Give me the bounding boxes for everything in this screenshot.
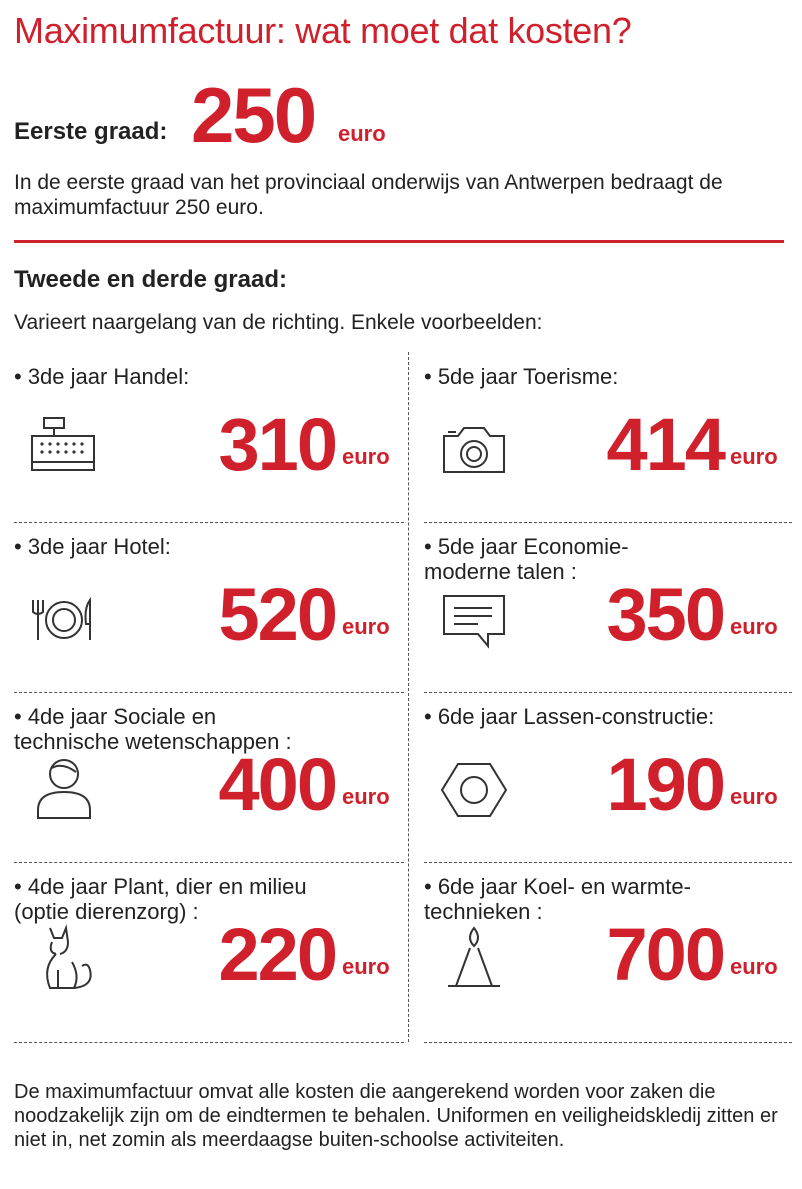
program-unit: euro <box>342 614 390 639</box>
program-amount: 414 <box>606 403 724 486</box>
program-unit: euro <box>342 444 390 469</box>
cash-register-icon <box>28 412 100 484</box>
program-amount: 700 <box>606 913 724 996</box>
second-degree-title: Tweede en derde graad: <box>14 266 287 293</box>
program-label: • 5de jaar Toerisme: <box>424 364 619 389</box>
first-degree-description: In de eerste graad van het provinciaal onderwijs van Antwerpen bedraagt de maximumfactuur 250 euro. <box>14 171 723 219</box>
program-card <box>14 862 404 1043</box>
program-label: • 3de jaar Handel: <box>14 364 190 389</box>
speech-bubble-icon <box>438 582 510 654</box>
program-amount: 400 <box>218 743 336 826</box>
program-card <box>14 352 404 523</box>
program-label: • 4de jaar Sociale en technische wetenschappen : <box>14 704 292 754</box>
first-degree-row <box>14 71 794 159</box>
program-amount: 350 <box>606 573 724 656</box>
program-label: • 4de jaar Plant, dier en milieu (optie dierenzorg) : <box>14 874 307 924</box>
program-unit: euro <box>730 614 778 639</box>
program-amount: 310 <box>218 403 336 486</box>
program-unit: euro <box>730 444 778 469</box>
burner-flame-icon <box>438 922 510 994</box>
program-label: • 3de jaar Hotel: <box>14 534 171 559</box>
first-degree-amount: 250 <box>191 71 316 159</box>
program-card <box>14 692 404 863</box>
program-unit: euro <box>730 784 778 809</box>
person-icon <box>28 752 100 824</box>
program-amount: 220 <box>218 913 336 996</box>
hex-nut-icon <box>438 752 510 824</box>
program-card <box>14 522 404 693</box>
program-amount: 520 <box>218 573 336 656</box>
program-unit: euro <box>730 954 778 979</box>
program-unit: euro <box>342 784 390 809</box>
second-degree-subtitle: Varieert naargelang van de richting. Enkele voorbeelden: <box>14 311 543 334</box>
program-card <box>424 352 792 523</box>
plate-cutlery-icon <box>28 582 100 654</box>
program-label: • 6de jaar Lassen-constructie: <box>424 704 715 729</box>
camera-icon <box>438 412 510 484</box>
program-label: • 6de jaar Koel- en warmte- technieken : <box>424 874 691 924</box>
program-unit: euro <box>342 954 390 979</box>
footer-description: De maximumfactuur omvat alle kosten die aangerekend worden voor zaken die noodzakelijk zijn om de eindtermen te behalen. Uniformen en veiligheidskledij zitten er niet in, net zomin als meerdaagse buiten-schoolse activiteiten. <box>14 1081 778 1151</box>
program-label: • 5de jaar Economie- moderne talen : <box>424 534 629 584</box>
first-degree-unit: euro <box>338 121 386 146</box>
page-title: Maximumfactuur: wat moet dat kosten? <box>14 10 632 51</box>
program-card <box>424 692 792 863</box>
program-amount: 190 <box>606 743 724 826</box>
column-divider <box>408 352 409 1042</box>
program-card <box>424 862 792 1043</box>
section-divider <box>14 240 784 243</box>
program-card <box>424 522 792 693</box>
cat-icon <box>28 922 100 994</box>
first-degree-label: Eerste graad: <box>14 118 168 145</box>
